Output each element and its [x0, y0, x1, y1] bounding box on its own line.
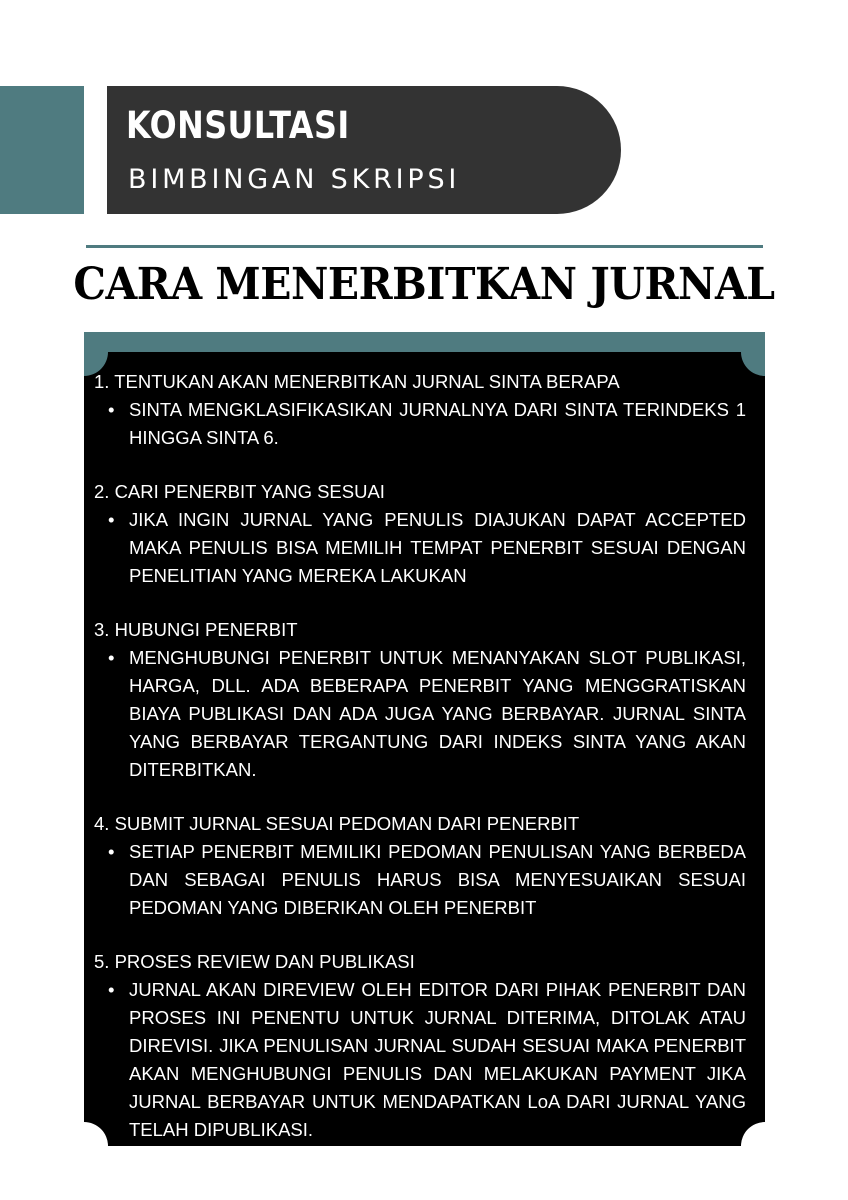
step-item: [94, 616, 746, 784]
step-item: [94, 810, 746, 922]
step-title: 5. PROSES REVIEW DAN PUBLIKASI: [94, 951, 415, 972]
bullet-icon: •: [108, 509, 115, 530]
page-title: CARA MENERBITKAN JURNAL: [73, 259, 775, 310]
step-bullet: [94, 396, 746, 452]
header-title: KONSULTASI: [126, 104, 350, 147]
step-title: 4. SUBMIT JURNAL SESUAI PEDOMAN DARI PENERBIT: [94, 813, 580, 834]
step-bullet: [94, 644, 746, 784]
step-item: [94, 948, 746, 1144]
bullet-icon: •: [108, 399, 115, 420]
step-description: SINTA MENGKLASIFIKASIKAN JURNALNYA DARI SINTA TERINDEKS 1 HINGGA SINTA 6.: [129, 399, 746, 448]
step-item: [94, 368, 746, 452]
step-description: MENGHUBUNGI PENERBIT UNTUK MENANYAKAN SLOT PUBLIKASI, HARGA, DLL. ADA BEBERAPA PENERBIT YANG MENGGRATISKAN BIAYA PUBLIKASI DAN ADA JUGA YANG BERBAYAR. JURNAL SINTA YANG BERBAYAR TERGANTUNG DARI INDEKS SINTA YANG AKAN DITERBITKAN.: [129, 647, 746, 780]
bullet-icon: •: [108, 979, 115, 1000]
step-description: SETIAP PENERBIT MEMILIKI PEDOMAN PENULISAN YANG BERBEDA DAN SEBAGAI PENULIS HARUS BISA MENYESUAIKAN SESUAI PEDOMAN YANG DIBERIKAN OLEH PENERBIT: [129, 841, 746, 918]
steps-list: [94, 368, 746, 1170]
header-subtitle: BIMBINGAN SKRIPSI: [128, 164, 461, 195]
step-description: JURNAL AKAN DIREVIEW OLEH EDITOR DARI PIHAK PENERBIT DAN PROSES INI PENENTU UNTUK JURNAL DITERIMA, DITOLAK ATAU DIREVISI. JIKA PENULISAN JURNAL SUDAH SESUAI MAKA PENERBIT AKAN MENGHUBUNGI PENULIS DAN MELAKUKAN PAYMENT JIKA JURNAL BERBAYAR UNTUK MENDAPATKAN LoA DARI JURNAL YANG TELAH DIPUBLIKASI.: [129, 979, 746, 1140]
step-title: 2. CARI PENERBIT YANG SESUAI: [94, 481, 385, 502]
step-bullet: [94, 838, 746, 922]
step-title: 3. HUBUNGI PENERBIT: [94, 619, 298, 640]
bullet-icon: •: [108, 647, 115, 668]
step-item: [94, 478, 746, 590]
step-description: JIKA INGIN JURNAL YANG PENULIS DIAJUKAN DAPAT ACCEPTED MAKA PENULIS BISA MEMILIH TEMPAT PENERBIT SESUAI DENGAN PENELITIAN YANG MEREKA LAKUKAN: [129, 509, 746, 586]
title-divider: [86, 245, 763, 248]
header-accent-block: [0, 86, 84, 214]
bullet-icon: •: [108, 841, 115, 862]
step-bullet: [94, 506, 746, 590]
step-title: 1. TENTUKAN AKAN MENERBITKAN JURNAL SINTA BERAPA: [94, 371, 620, 392]
step-bullet: [94, 976, 746, 1144]
